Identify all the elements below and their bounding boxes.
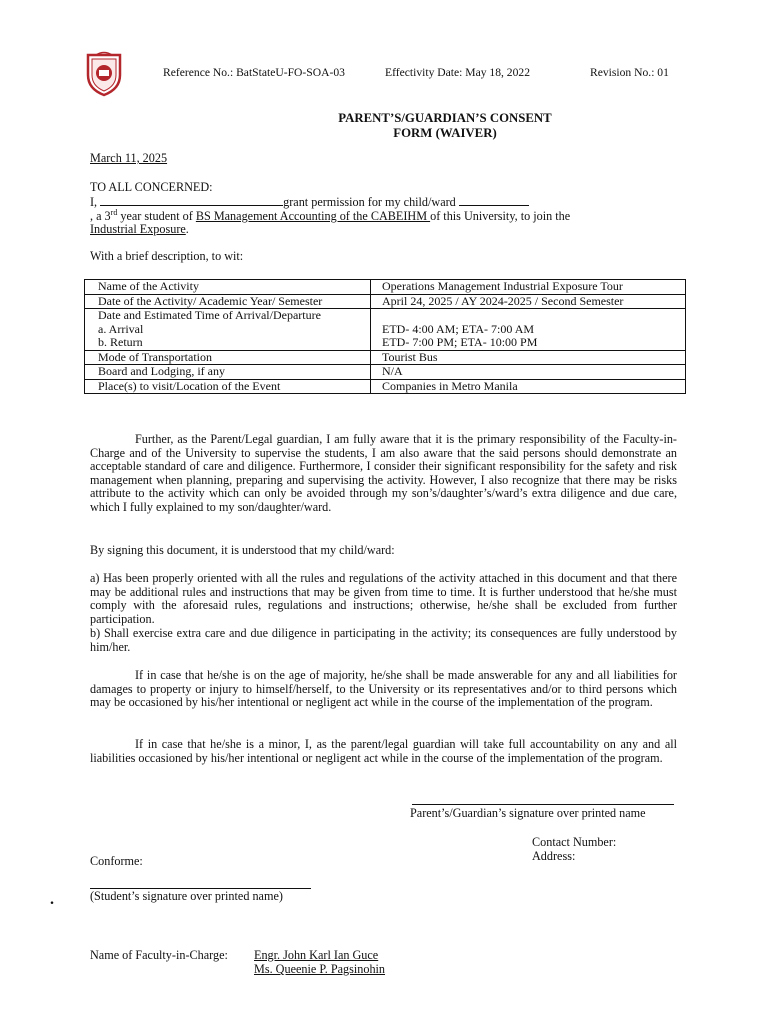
row-value: Operations Management Industrial Exposure Tour	[371, 280, 686, 295]
intro-i: I,	[90, 195, 98, 209]
effectivity-date: Effectivity Date: May 18, 2022	[385, 66, 530, 79]
faculty-name-2: Ms. Queenie P. Pagsinohin	[254, 962, 386, 976]
row-value: N/A	[371, 365, 686, 380]
reference-number: Reference No.: BatStateU-FO-SOA-03	[163, 66, 345, 79]
return-label: b. Return	[98, 335, 143, 349]
parent-name-blank	[100, 195, 283, 206]
conforme-label: Conforme:	[90, 854, 143, 868]
arrival-departure-label: Date and Estimated Time of Arrival/Departure	[98, 308, 321, 322]
faculty-name-1: Engr. John Karl Ian Guce	[254, 948, 379, 962]
activity-details-table	[84, 279, 686, 394]
minor-paragraph: If in case that he/she is a minor, I, as the parent/legal guardian will take full accountability on any and all liabilities occasioned by his/her intentional or negligent act while in the course of the implementation of the program.	[90, 737, 677, 765]
understood-statement: By signing this document, it is understood that my child/ward:	[90, 543, 395, 557]
faculty-label: Name of Faculty-in-Charge:	[90, 948, 228, 962]
condition-a: a) Has been properly oriented with all the rules and regulations of the activity attached in this document and that there may be additional rules and instructions that may be given from time to time. It is further understood that he/she must comply with the aforesaid rules, regulations and instructions; otherwise, he/she shall be excluded from further participation.	[90, 571, 677, 626]
row-label: Board and Lodging, if any	[85, 365, 371, 380]
spacer	[382, 309, 681, 323]
row-value	[371, 309, 686, 351]
brief-description-label: With a brief description, to wit:	[90, 249, 244, 263]
parent-signature-line	[412, 804, 674, 805]
table-row	[85, 365, 686, 380]
intro-line-1	[90, 195, 686, 210]
intro-period: .	[185, 222, 189, 236]
student-signature-label: (Student’s signature over printed name)	[90, 889, 283, 903]
table-row	[85, 379, 686, 394]
row-value: Companies in Metro Manila	[371, 379, 686, 394]
condition-b: b) Shall exercise extra care and due diligence in participating in the activity; its consequences are fully understood by him/her.	[90, 626, 677, 654]
salutation: TO ALL CONCERNED:	[90, 180, 213, 194]
intro-year-student: year student of	[117, 208, 196, 223]
intro-year-prefix: , a 3	[90, 208, 111, 223]
table-row	[85, 294, 686, 309]
majority-paragraph: If in case that he/she is on the age of majority, he/she shall be made answerable for any and all liabilities for damages to property or injury to himself/herself, to the University or its representatives and/or to third persons which may be occasioned by his/her intentional or negligent act while in the course of the implementation of the program.	[90, 668, 677, 709]
intro-sup: rd	[110, 207, 118, 217]
row-label: Mode of Transportation	[85, 350, 371, 365]
intro-line-2	[90, 207, 686, 224]
arrival-label: a. Arrival	[98, 321, 144, 336]
form-date: March 11, 2025	[90, 151, 168, 165]
parent-signature-label: Parent’s/Guardian’s signature over printed name	[410, 806, 646, 820]
row-value: April 24, 2025 / AY 2024-2025 / Second Semester	[371, 294, 686, 309]
row-label: Date of the Activity/ Academic Year/ Semester	[85, 294, 371, 309]
table-row	[85, 280, 686, 295]
arrival-value: ETD- 4:00 AM; ETA- 7:00 AM	[382, 321, 535, 336]
title-line-2: FORM (WAIVER)	[393, 125, 497, 140]
university-logo	[82, 49, 126, 97]
activity-name: Industrial Exposure	[90, 222, 186, 236]
contact-number-label: Contact Number:	[532, 835, 617, 849]
row-label: Name of the Activity	[85, 280, 371, 295]
intro-paragraph	[90, 195, 686, 237]
table-row	[85, 350, 686, 365]
row-label	[85, 309, 371, 351]
responsibility-paragraph: Further, as the Parent/Legal guardian, I am fully aware that it is the primary responsibility of the Faculty-in-Charge and of the University to supervise the students, I am also aware that the said persons should demonstrate an acceptable standard of care and diligence. Furthermore, I consider their significant responsibility for the safety and risk management when planning, preparing and supervising the activity. However, I also recognize that there may be risks attribute to the activity which can only be avoided through my son’s/daughter’s/ward’s extra diligence and due care, which I fully explained to my son/daughter/ward.	[90, 432, 677, 514]
return-value: ETD- 7:00 PM; ETA- 10:00 PM	[382, 335, 538, 349]
table-row	[85, 309, 686, 351]
intro-line-3	[90, 223, 686, 237]
row-label: Place(s) to visit/Location of the Event	[85, 379, 371, 394]
ward-name-blank	[459, 195, 529, 206]
title-line-1: PARENT’S/GUARDIAN’S CONSENT	[338, 111, 552, 125]
intro-grant: grant permission for my child/ward	[283, 195, 456, 209]
stray-dot: .	[50, 891, 54, 908]
intro-join: of this University, to join the	[430, 208, 571, 223]
row-value: Tourist Bus	[371, 350, 686, 365]
program-name: BS Management Accounting of the CABEIHM	[195, 208, 431, 223]
address-label: Address:	[532, 849, 576, 863]
revision-number: Revision No.: 01	[590, 66, 669, 79]
form-title	[300, 111, 590, 140]
